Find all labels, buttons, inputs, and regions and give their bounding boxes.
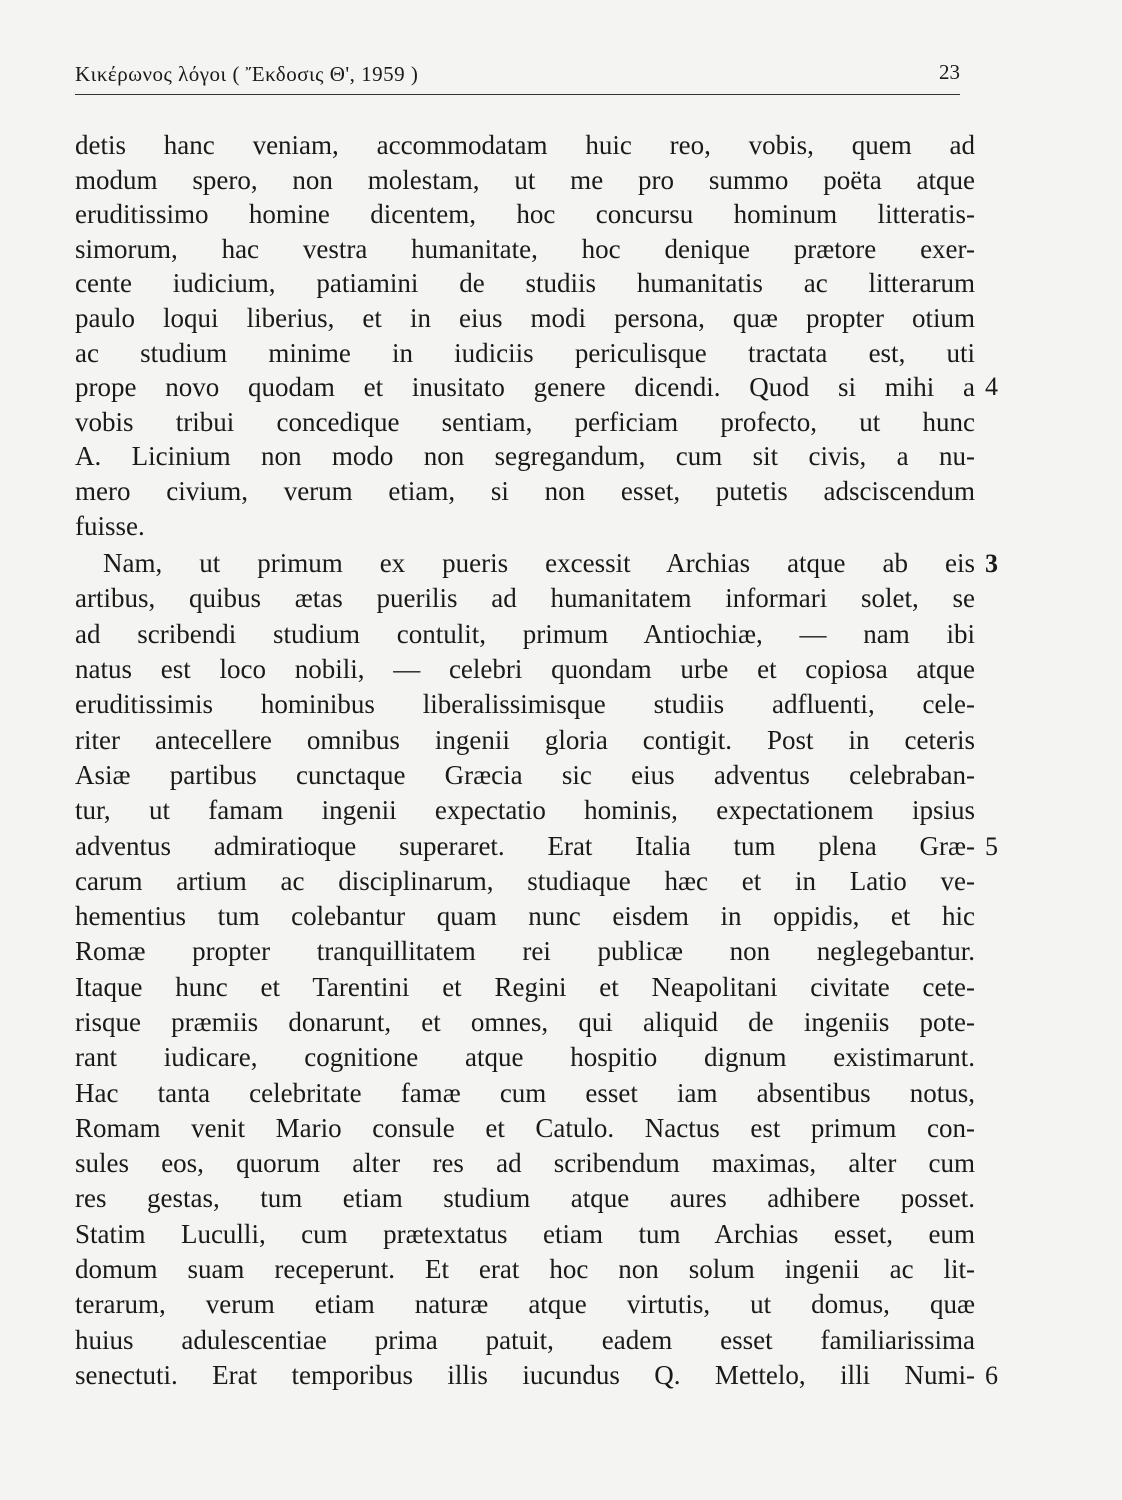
line-text: ac studium minime in iudiciis periculisque tractata est, uti [75, 337, 975, 368]
body-text [75, 128, 998, 1393]
running-title: Κικέρωνος λόγοι ( Ἔκδοσις Θ', 1959 ) [75, 62, 419, 86]
line-text: Statim Luculli, cum prætextatus etiam tum Archias esset, eum [75, 1218, 975, 1249]
line-text: prope novo quodam et inusitato genere dicendi. Quod si mihi a [75, 372, 975, 403]
text-line [75, 301, 975, 336]
line-text: eruditissimis hominibus liberalissimisque studiis adfluenti, cele- [75, 689, 975, 720]
line-text: rant iudicare, cognitione atque hospitio dignum existimarunt. [75, 1042, 975, 1073]
line-text: Romæ propter tranquillitatem rei publicæ non neglegebantur. [75, 936, 975, 967]
text-line [75, 864, 975, 899]
text-line [75, 197, 975, 232]
text-line [75, 758, 975, 793]
line-text: eruditissimo homine dicentem, hoc concursu hominum litteratis- [75, 199, 975, 230]
line-text: cente iudicium, patiamini de studiis humanitatis ac litterarum [75, 268, 975, 299]
line-text: natus est loco nobili, — celebri quondam urbe et copiosa atque [75, 654, 975, 685]
margin-section-number: 5 [985, 831, 998, 861]
text-line [75, 652, 975, 687]
text-line [75, 163, 975, 198]
text-line [75, 1217, 975, 1252]
text-line [75, 509, 975, 544]
text-line [75, 687, 975, 722]
running-header [75, 62, 960, 92]
line-text: simorum, hac vestra humanitate, hoc denique prætore exer- [75, 233, 975, 264]
line-text: detis hanc veniam, accommodatam huic reo, vobis, quem ad [75, 130, 975, 160]
margin-section-number: 3 [985, 549, 998, 579]
text-line [75, 1323, 975, 1358]
line-text: carum artium ac disciplinarum, studiaque hæc et in Latio ve- [75, 865, 975, 896]
text-line [75, 232, 975, 267]
margin-section-number: 6 [985, 1360, 998, 1390]
line-text: riter antecellere omnibus ingenii gloria contigit. Post in ceteris [75, 724, 975, 755]
text-line [75, 1040, 975, 1075]
line-text: Romam venit Mario consule et Catulo. Nactus est primum con- [75, 1112, 975, 1143]
text-line [75, 474, 975, 509]
text-line [75, 439, 975, 474]
text-line [75, 1076, 975, 1111]
text-line [75, 1181, 975, 1216]
text-line [75, 1358, 998, 1393]
line-text: res gestas, tum etiam studium atque aures adhibere posset. [75, 1183, 975, 1214]
text-line [75, 970, 975, 1005]
line-text: Nam, ut primum ex pueris excessit Archias atque ab eis [103, 548, 975, 579]
line-text: ad scribendi studium contulit, primum Antiochiæ, — nam ibi [75, 618, 975, 649]
text-line [75, 546, 998, 581]
line-text: risque præmiis donarunt, et omnes, qui aliquid de ingeniis pote- [75, 1006, 975, 1037]
line-text: Hac tanta celebritate famæ cum esset iam absentibus notus, [75, 1077, 975, 1108]
line-text: mero civium, verum etiam, si non esset, putetis adsciscendum [75, 475, 975, 506]
line-text: vobis tribui concedique sentiam, perficiam profecto, ut hunc [75, 406, 975, 437]
line-text: fuisse. [75, 510, 145, 541]
line-text: terarum, verum etiam naturæ atque virtutis, ut domus, quæ [75, 1289, 975, 1320]
line-text: huius adulescentiae prima patuit, eadem esset familiarissima [75, 1324, 975, 1355]
text-line [75, 266, 975, 301]
text-line [75, 934, 975, 969]
line-text: senectuti. Erat temporibus illis iucundus Q. Mettelo, illi Numi- [75, 1359, 975, 1390]
line-text: artibus, quibus ætas puerilis ad humanitatem informari solet, se [75, 583, 975, 614]
paragraph [75, 546, 998, 1393]
text-line [75, 370, 998, 405]
page-number: 23 [939, 60, 960, 84]
text-line [75, 581, 975, 616]
line-text: hementius tum colebantur quam nunc eisdem in oppidis, et hic [75, 901, 975, 932]
text-line [75, 723, 975, 758]
text-line [75, 1005, 975, 1040]
text-line [75, 617, 975, 652]
margin-section-number: 4 [985, 372, 998, 402]
line-text: modum spero, non molestam, ut me pro summo poëta atque [75, 164, 975, 195]
line-text: domum suam receperunt. Et erat hoc non solum ingenii ac lit- [75, 1254, 975, 1285]
text-line [75, 1111, 975, 1146]
line-text: paulo loqui liberius, et in eius modi persona, quæ propter otium [75, 302, 975, 333]
line-text: sules eos, quorum alter res ad scribendum maximas, alter cum [75, 1148, 975, 1179]
text-line [75, 899, 975, 934]
text-line [75, 1146, 975, 1181]
text-line [75, 405, 975, 440]
text-line [75, 1287, 975, 1322]
line-text: tur, ut famam ingenii expectatio hominis, expectationem ipsius [75, 795, 975, 826]
line-text: A. Licinium non modo non segregandum, cum sit civis, a nu- [75, 441, 975, 472]
text-line [75, 829, 998, 864]
header-rule [75, 94, 960, 95]
text-line [75, 1252, 975, 1287]
text-line [75, 336, 975, 371]
text-line [75, 128, 975, 163]
paragraph [75, 128, 998, 543]
line-text: Itaque hunc et Tarentini et Regini et Neapolitani civitate cete- [75, 971, 975, 1002]
line-text: adventus admiratioque superaret. Erat Italia tum plena Græ- [75, 830, 975, 861]
line-text: Asiæ partibus cunctaque Græcia sic eius adventus celebraban- [75, 759, 975, 790]
text-line [75, 793, 975, 828]
